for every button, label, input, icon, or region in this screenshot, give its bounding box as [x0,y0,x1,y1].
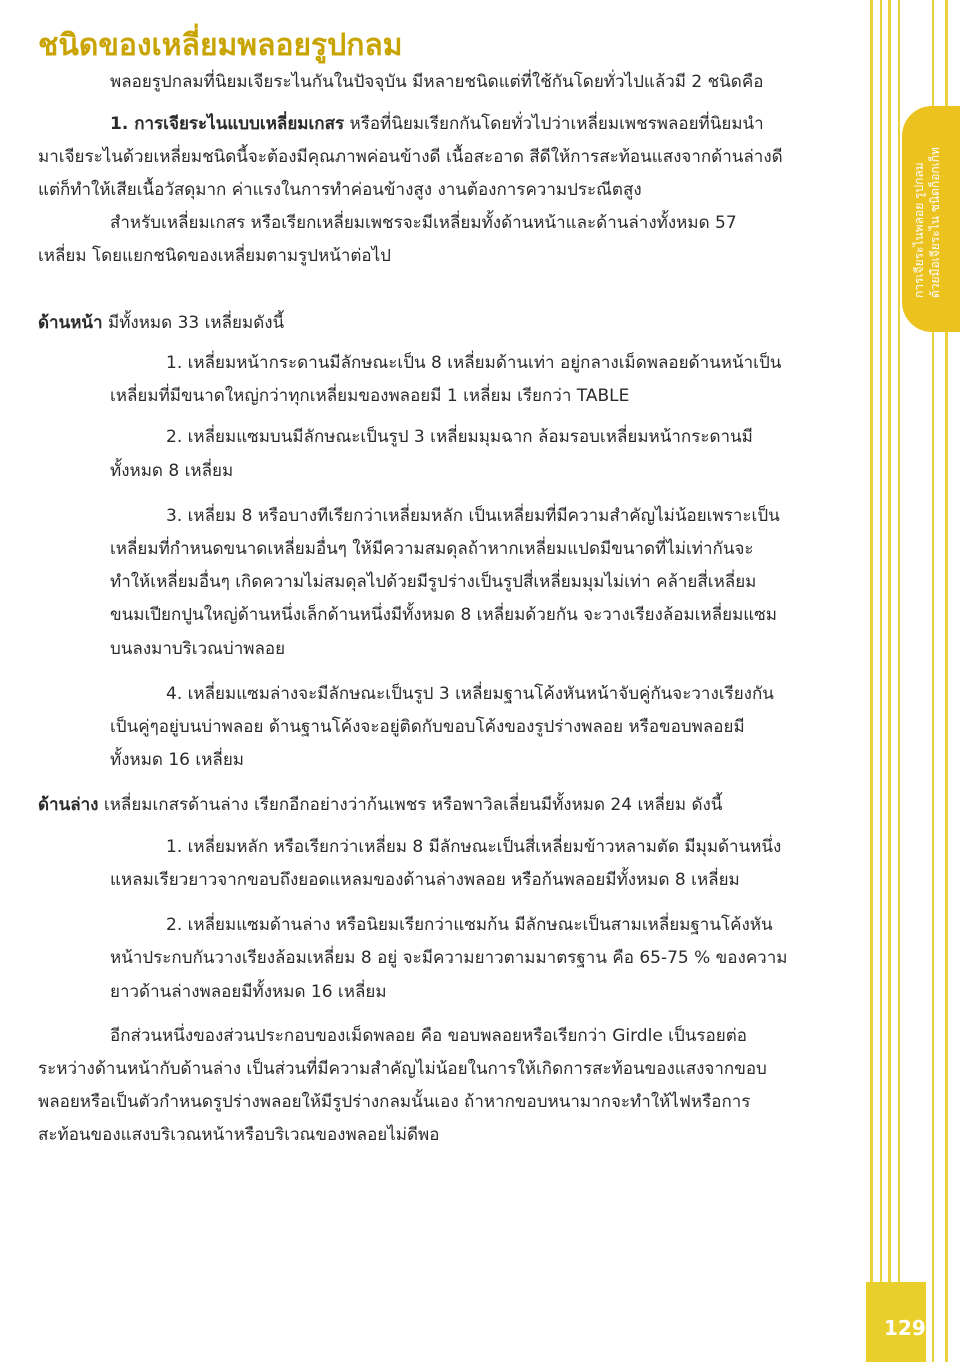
heading-inline: 1. การเจียระไนแบบเหลี่ยมเกสร [110,114,345,134]
paragraph-line: ระหว่างด้านหน้ากับด้านล่าง เป็นส่วนที่มีความสำคัญไม่น้อยในการให้เกิดการสะท้อนของแสงจากขอบ [38,1059,767,1079]
line-text: หรือที่นิยมเรียกกันโดยทั่วไปว่าเหลี่ยมเพชรพลอยที่นิยมนำ [344,114,764,134]
paragraph-line: 3. เหลี่ยม 8 หรือบางทีเรียกว่าเหลี่ยมหลัก เป็นเหลี่ยมที่มีความสำคัญไม่น้อยเพราะเป็น [166,506,780,526]
paragraph-line: อีกส่วนหนึ่งของส่วนประกอบของเม็ดพลอย คือ ขอบพลอยหรือเรียกว่า Girdle เป็นรอยต่อ [110,1026,747,1046]
paragraph-line: สะท้อนของแสงบริเวณหน้าหรือบริเวณของพลอยไม่ดีพอ [38,1125,440,1145]
paragraph-line: ทำให้เหลี่ยมอื่นๆ เกิดความไม่สมดุลไปด้วยมีรูปร่างเป็นรูปสี่เหลี่ยมมุมไม่เท่า คล้ายสี่เหลี่ยม [110,572,757,592]
paragraph-line: เหลี่ยมที่มีขนาดใหญ่กว่าทุกเหลี่ยมของพลอยมี 1 เหลี่ยม เรียกว่า TABLE [110,386,630,406]
paragraph-line: ยาวด้านล่างพลอยมีทั้งหมด 16 เหลี่ยม [110,982,387,1002]
paragraph-line: 1. เหลี่ยมหลัก หรือเรียกว่าเหลี่ยม 8 มีลักษณะเป็นสี่เหลี่ยมข้าวหลามตัด มีมุมด้านหนึ่ง [166,837,782,857]
heading-inline: ด้านล่าง [38,795,99,815]
paragraph-line: สำหรับเหลี่ยมเกสร หรือเรียกเหลี่ยมเพชรจะมีเหลี่ยมทั้งด้านหน้าและด้านล่างทั้งหมด 57 [110,213,737,233]
paragraph-line: แหลมเรียวยาวจากขอบถึงยอดแหลมของด้านล่างพลอย หรือก้นพลอยมีทั้งหมด 8 เหลี่ยม [110,870,740,890]
paragraph-line: พลอยหรือเป็นตัวกำหนดรูปร่างพลอยให้มีรูปร่างกลมนั้นเอง ถ้าหากขอบหนามากจะทำให้ไฟหรือการ [38,1092,751,1112]
decor-bar-1 [870,0,873,1362]
decor-bar-3 [888,0,891,1362]
side-tab-line-1: การเจียระไนพลอย รูปกลม [912,162,926,298]
paragraph-line: พลอยรูปกลมที่นิยมเจียระไนกันในปัจจุบัน มีหลายชนิดแต่ที่ใช้กันโดยทั่วไปแล้วมี 2 ชนิดคือ [110,72,764,92]
paragraph-line: ทั้งหมด 8 เหลี่ยม [110,461,234,481]
paragraph-line: เป็นคู่ๆอยู่บนบ่าพลอย ด้านฐานโค้งจะอยู่ติดกับขอบโค้งของรูปร่างพลอย หรือขอบพลอยมี [110,717,745,737]
page-title: ชนิดของเหลี่ยมพลอยรูปกลม [38,28,403,63]
paragraph-line: บนลงมาบริเวณบ่าพลอย [110,639,286,659]
paragraph-line: 2. เหลี่ยมแซมด้านล่าง หรือนิยมเรียกว่าแซมก้น มีลักษณะเป็นสามเหลี่ยมฐานโค้งหัน [166,915,773,935]
paragraph-line: 1. เหลี่ยมหน้ากระดานมีลักษณะเป็น 8 เหลี่ยมด้านเท่า อยู่กลางเม็ดพลอยด้านหน้าเป็น [166,353,782,373]
paragraph-line: ทั้งหมด 16 เหลี่ยม [110,750,244,770]
paragraph-line: 2. เหลี่ยมแซมบนมีลักษณะเป็นรูป 3 เหลี่ยมมุมฉาก ล้อมรอบเหลี่ยมหน้ากระดานมี [166,427,753,447]
paragraph-line [110,112,764,136]
line-text: มีทั้งหมด 33 เหลี่ยมดังนี้ [102,313,285,333]
line-text: เหลี่ยมเกสรด้านล่าง เรียกอีกอย่างว่าก้นเพชร หรือพาวิลเลี่ยนมีทั้งหมด 24 เหลี่ยม ดังนี้ [98,795,723,815]
paragraph-line: เหลี่ยม โดยแยกชนิดของเหลี่ยมตามรูปหน้าต่อไป [38,246,391,266]
paragraph-line: แต่ก็ทำให้เสียเนื้อวัสดุมาก ค่าแรงในการทำค่อนข้างสูง งานต้องการความประณีตสูง [38,180,642,200]
paragraph-line: มาเจียระไนด้วยเหลี่ยมชนิดนี้จะต้องมีคุณภาพค่อนข้างดี เนื้อสะอาด สีดีให้การสะท้อนแสงจากด้านล่างดี [38,147,783,167]
decor-bar-2 [880,0,882,1362]
page-number: 129 [884,1316,926,1340]
paragraph-line: หน้าประกบกันวางเรียงล้อมเหลี่ยม 8 อยู่ จะมีความยาวตามมาตรฐาน คือ 65-75 % ของความ [110,948,788,968]
side-tab-line-2: ด้วยมือเจียระไน ชนิดก็อกเก็ท [928,147,942,298]
paragraph-line: เหลี่ยมที่กำหนดขนาดเหลี่ยมอื่นๆ ให้มีความสมดุลถ้าหากเหลี่ยมแปดมีขนาดที่ไม่เท่ากันจะ [110,539,754,559]
section-heading-front [38,311,284,335]
heading-inline: ด้านหน้า [38,313,103,333]
section-heading-back [38,793,722,817]
decor-bar-4 [898,0,900,1362]
paragraph-line: 4. เหลี่ยมแซมล่างจะมีลักษณะเป็นรูป 3 เหลี่ยมฐานโค้งหันหน้าจับคู่กันจะวางเรียงกัน [166,684,774,704]
paragraph-line: ขนมเปียกปูนใหญ่ด้านหนึ่งเล็กด้านหนึ่งมีทั้งหมด 8 เหลี่ยมด้วยกัน จะวางเรียงล้อมเหลี่ยมแซม [110,605,777,625]
chapter-side-tab-text [910,118,950,318]
